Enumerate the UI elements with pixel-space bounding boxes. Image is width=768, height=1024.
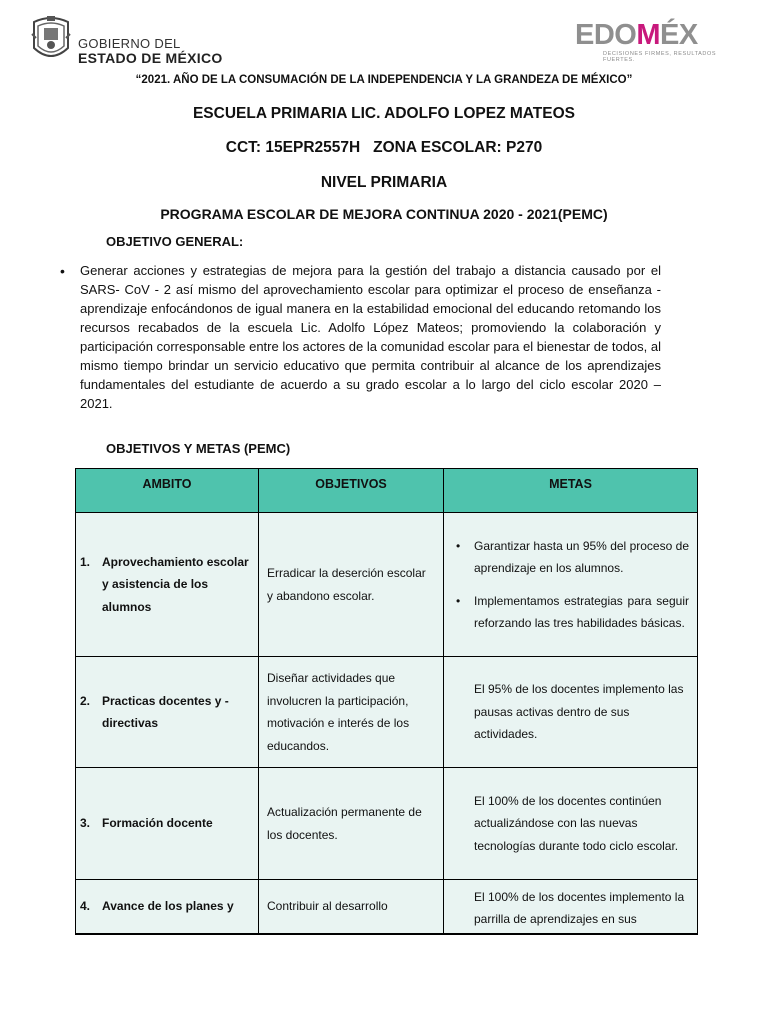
column-header-objetivos: OBJETIVOS	[259, 469, 444, 513]
meta-list-item: • Implementamos estrategias para seguir reforzando las tres habilidades básicas.	[474, 590, 689, 635]
pemc-table	[75, 468, 698, 935]
table-row	[76, 513, 698, 657]
table-row	[76, 657, 698, 768]
column-header-ambito: AMBITO	[76, 469, 259, 513]
objetivo-cell: Contribuir al desarrollo	[259, 880, 444, 935]
gobierno-line1: GOBIERNO DEL	[78, 36, 181, 51]
ambito-number: 4.	[80, 899, 91, 914]
objetivo-cell: Actualización permanente de los docentes.	[259, 768, 444, 880]
cct-zona: CCT: 15EPR2557H ZONA ESCOLAR: P270	[225, 139, 543, 156]
ambito-number: 2.	[80, 693, 91, 708]
nivel: NIVEL PRIMARIA	[320, 174, 448, 191]
metas-cell	[444, 513, 698, 657]
school-name: ESCUELA PRIMARIA LIC. ADOLFO LOPEZ MATEOS	[192, 105, 576, 122]
year-motto: “2021. AÑO DE LA CONSUMACIÓN DE LA INDEPENDENCIA Y LA GRANDEZA DE MÉXICO”	[135, 74, 633, 86]
brand-slogan: DECISIONES FIRMES, RESULTADOS FUERTES.	[603, 51, 717, 63]
ambito-number: 1.	[80, 554, 91, 569]
gobierno-line2: ESTADO DE MÉXICO	[78, 50, 223, 66]
table-row	[76, 768, 698, 880]
objetivo-cell: Diseñar actividades que involucren la participación, motivación e interés de los educandos.	[259, 657, 444, 768]
gobierno-estado-mexico-logo-text	[78, 36, 223, 66]
ambito-cell	[76, 768, 259, 880]
ambito-cell	[76, 513, 259, 657]
edomex-brand-logo	[575, 20, 735, 65]
objetivos-metas-heading: OBJETIVOS Y METAS (PEMC)	[106, 441, 291, 456]
ambito-text: Practicas docentes y - directivas	[102, 693, 229, 730]
estado-de-mexico-seal-logo	[30, 14, 72, 64]
metas-cell: El 95% de los docentes implemento las pausas activas dentro de sus actividades.	[444, 657, 698, 768]
column-header-metas: METAS	[444, 469, 698, 513]
metas-cell: El 100% de los docentes implemento la parrilla de aprendizajes en sus	[444, 880, 698, 935]
programa-title: PROGRAMA ESCOLAR DE MEJORA CONTINUA 2020 - 2021(PEMC)	[160, 206, 608, 222]
brand-mid: M	[636, 19, 661, 51]
metas-cell: El 100% de los docentes continúen actualizándose con las nuevas tecnologías durante todo ciclo escolar.	[444, 768, 698, 880]
ambito-cell	[76, 880, 259, 935]
objetivo-cell: Erradicar la deserción escolar y abandono escolar.	[259, 513, 444, 657]
ambito-number: 3.	[80, 816, 91, 831]
brand-pre: EDO	[575, 19, 637, 51]
ambito-cell	[76, 657, 259, 768]
objetivo-general-text: Generar acciones y estrategias de mejora para la gestión del trabajo a distancia causado por el SARS- CoV - 2 así mismo del aprovechamiento escolar para optimizar el proceso de enseñanza - aprendizaje enfocándonos de igual manera en la estabilidad emocional del educando retomando los recursos recabados de la escuela Lic. Adolfo López Mateos; promoviendo la colaboración y participación corresponsable entre los actores de la comunidad escolar para el bienestar de todos, al mismo tiempo brindar un servicio educativo que permita contribuir al alcance de los aprendizajes fundamentales del estudiante de acuerdo a su grado escolar a lo largo del ciclo escolar 2020 – 2021.	[80, 263, 662, 411]
bullet-icon: •	[60, 263, 65, 279]
brand-post: ÉX	[660, 19, 698, 51]
table-header-row	[76, 469, 698, 513]
meta-list-item: • Garantizar hasta un 95% del proceso de aprendizaje en los alumnos.	[474, 535, 689, 580]
objetivo-general-heading: OBJETIVO GENERAL:	[106, 234, 244, 249]
ambito-text: Formación docente	[102, 816, 213, 831]
table-row	[76, 880, 698, 935]
ambito-text: Aprovechamiento escolar y asistencia de los alumnos	[102, 554, 249, 614]
ambito-text: Avance de los planes y	[102, 899, 234, 914]
